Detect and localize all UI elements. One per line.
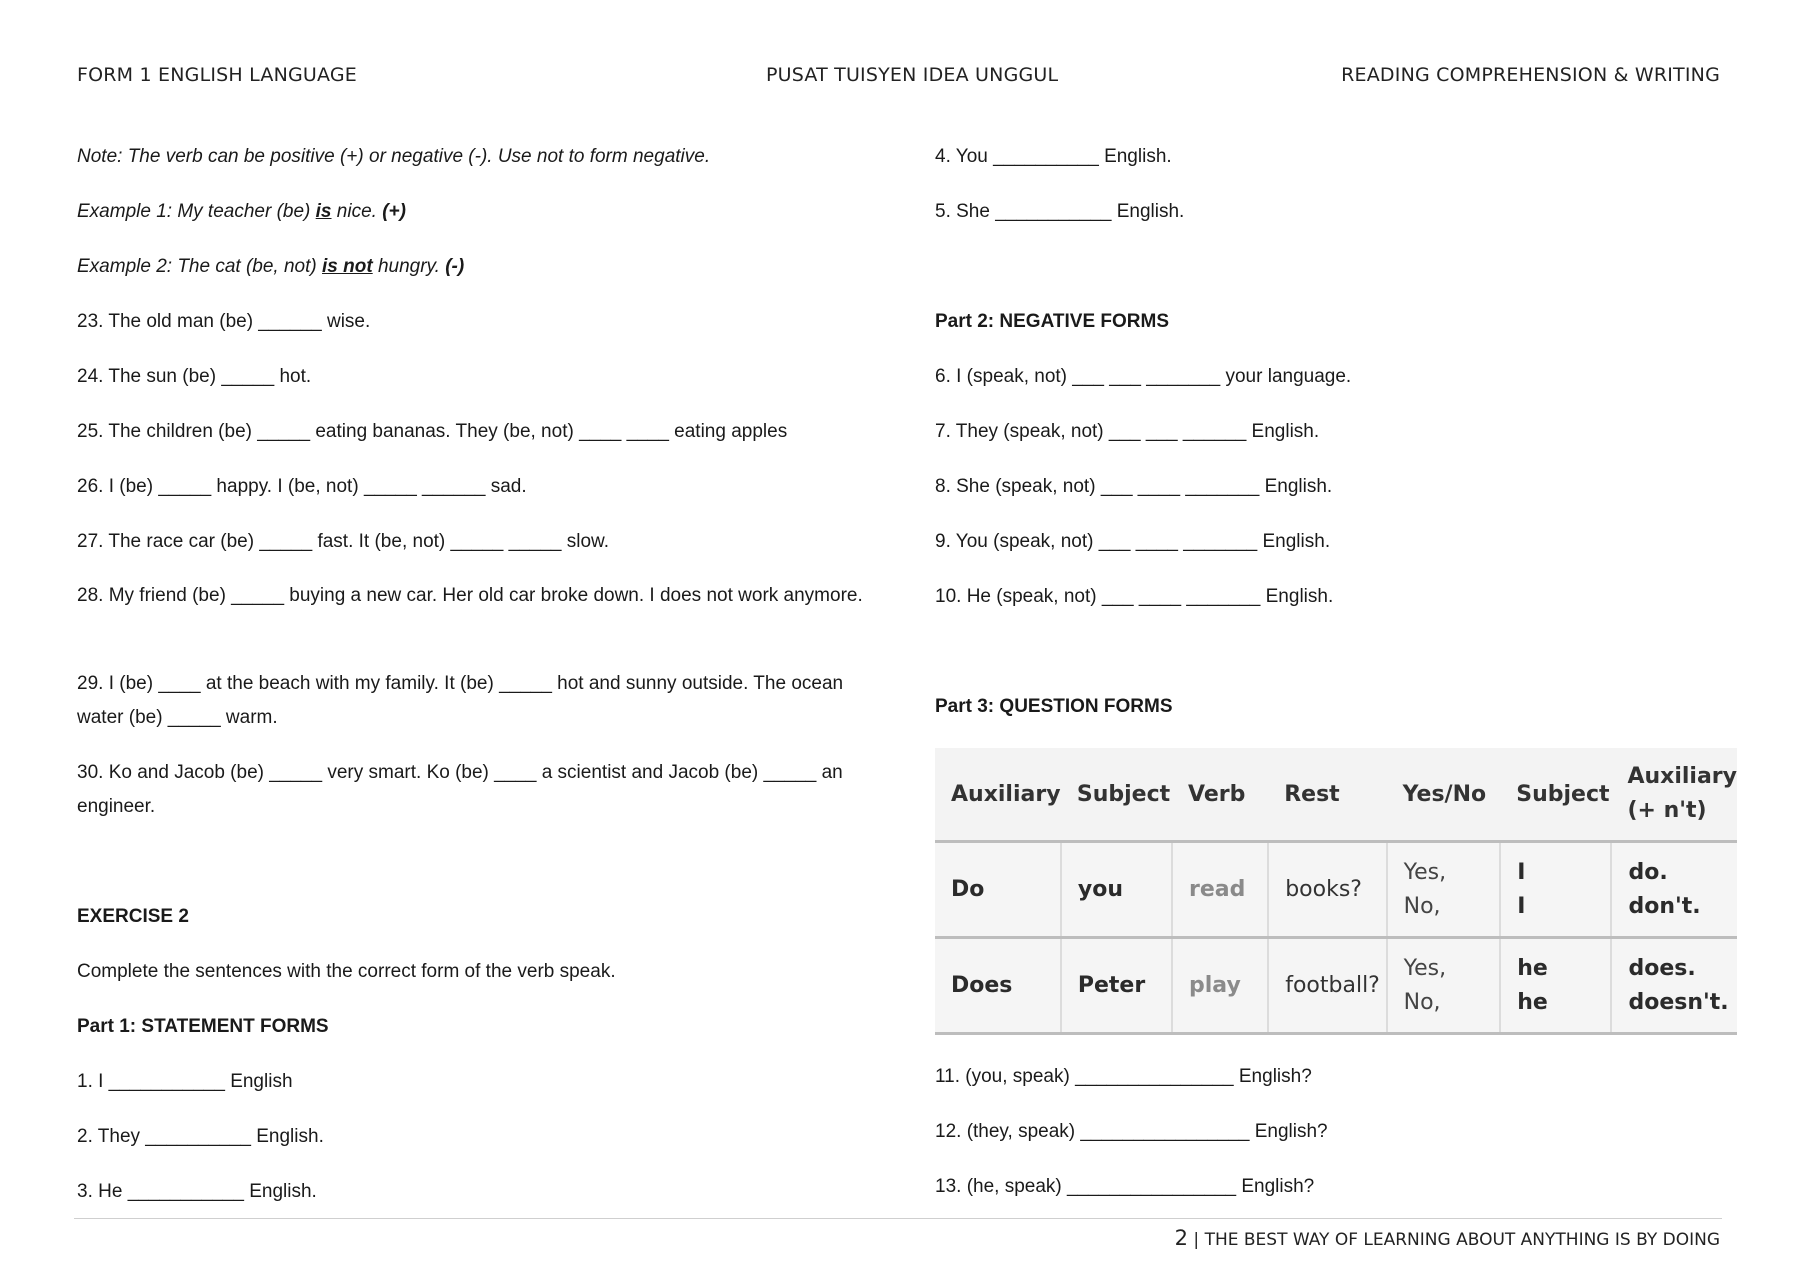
footer-motto: THE BEST WAY OF LEARNING ABOUT ANYTHING IS BY DOING [1204,1230,1720,1250]
negative-10: 10. He (speak, not) ___ ____ _______ English. [935,586,1334,607]
question-13: 13. (he, speak) ________________ English? [935,1176,1315,1197]
question-12: 12. (they, speak) ________________ English? [935,1121,1328,1142]
question-forms-table [935,748,1737,1035]
example-1-sign: (+) [382,201,406,222]
statement-5: 5. She ___________ English. [935,201,1185,222]
cell-verb: read [1172,842,1268,938]
cell-yes-no [1387,938,1501,1034]
example-1 [77,201,406,223]
cell-aux-positive: does. [1628,955,1696,981]
header-auxiliary-nt-line1: Auxiliary [1627,764,1737,789]
question-26: 26. I (be) _____ happy. I (be, not) _____ ______ sad. [77,476,527,497]
example-2 [77,256,464,278]
cell-subject-2 [1500,938,1611,1034]
cell-rest: books? [1268,842,1386,938]
example-1-prefix: Example 1: My teacher (be) [77,201,316,222]
cell-aux-negative: doesn't. [1628,989,1729,1015]
example-2-suffix: hungry. [372,256,446,277]
header-verb: Verb [1172,748,1268,842]
header-right: READING COMPREHENSION & WRITING [1341,64,1720,86]
header-center: PUSAT TUISYEN IDEA UNGGUL [766,64,1059,86]
table-row [935,938,1737,1034]
example-2-sign: (-) [445,256,465,277]
note-text: Note: The verb can be positive (+) or negative (-). Use not to form negative. [77,146,711,167]
exercise-2-instruction: Complete the sentences with the correct form of the verb speak. [77,961,616,982]
statement-3: 3. He ___________ English. [77,1181,317,1202]
exercise-2-heading: EXERCISE 2 [77,906,189,927]
question-28: 28. My friend (be) _____ buying a new car. Her old car broke down. I does not work anymore. [77,585,863,606]
cell-yes: Yes, [1403,955,1447,981]
cell-subject-2 [1500,842,1611,938]
cell-yes-no [1387,842,1501,938]
negative-6: 6. I (speak, not) ___ ___ _______ your language. [935,366,1352,387]
question-24: 24. The sun (be) _____ hot. [77,366,312,387]
question-27: 27. The race car (be) _____ fast. It (be, not) _____ _____ slow. [77,531,609,552]
cell-no: No, [1403,989,1441,1015]
cell-no: No, [1403,893,1441,919]
question-25: 25. The children (be) _____ eating bananas. They (be, not) ____ ____ eating apples [77,421,788,442]
part-2-heading: Part 2: NEGATIVE FORMS [935,311,1170,332]
cell-subject: you [1061,842,1172,938]
header-rest: Rest [1268,748,1386,842]
header-subject-2: Subject [1500,748,1611,842]
part-1-heading: Part 1: STATEMENT FORMS [77,1016,329,1037]
cell-subject-no: I [1517,893,1526,919]
header-left: FORM 1 ENGLISH LANGUAGE [77,64,358,86]
cell-short-answer [1611,842,1737,938]
page-number: 2 [1174,1226,1189,1250]
question-23: 23. The old man (be) ______ wise. [77,311,371,332]
cell-short-answer [1611,938,1737,1034]
question-11: 11. (you, speak) _______________ English? [935,1066,1312,1087]
negative-8: 8. She (speak, not) ___ ____ _______ English. [935,476,1333,497]
table-header-row [935,748,1737,842]
cell-subject-no: he [1517,989,1548,1015]
question-30: 30. Ko and Jacob (be) _____ very smart. Ko (be) ____ a scientist and Jacob (be) _____ an engineer. [77,762,843,817]
example-2-prefix: Example 2: The cat (be, not) [77,256,323,277]
statement-4: 4. You __________ English. [935,146,1172,167]
header-auxiliary-nt-line2: (+ n't) [1627,798,1707,823]
cell-subject: Peter [1061,938,1172,1034]
negative-7: 7. They (speak, not) ___ ___ ______ English. [935,421,1320,442]
cell-auxiliary: Does [935,938,1061,1034]
question-29: 29. I (be) ____ at the beach with my family. It (be) _____ hot and sunny outside. The ocean water (be) _____ warm. [77,673,844,728]
negative-9: 9. You (speak, not) ___ ____ _______ English. [935,531,1331,552]
page-footer [1175,1226,1720,1250]
cell-rest: football? [1268,938,1386,1034]
footer-separator: | [1193,1230,1205,1250]
statement-1: 1. I ___________ English [77,1071,293,1092]
cell-subject-yes: I [1517,859,1526,885]
part-3-heading: Part 3: QUESTION FORMS [935,696,1173,717]
header-yes-no: Yes/No [1387,748,1501,842]
cell-subject-yes: he [1517,955,1548,981]
cell-aux-positive: do. [1628,859,1668,885]
header-auxiliary: Auxiliary [935,748,1061,842]
example-1-suffix: nice. [331,201,383,222]
cell-aux-negative: don't. [1628,893,1701,919]
header-auxiliary-nt [1611,748,1737,842]
header-subject: Subject [1061,748,1172,842]
example-1-answer: is [315,201,332,222]
cell-auxiliary: Do [935,842,1061,938]
example-2-answer: is not [322,256,373,277]
cell-yes: Yes, [1403,859,1447,885]
footer-divider [74,1218,1722,1219]
statement-2: 2. They __________ English. [77,1126,324,1147]
cell-verb: play [1172,938,1268,1034]
table-row [935,842,1737,938]
